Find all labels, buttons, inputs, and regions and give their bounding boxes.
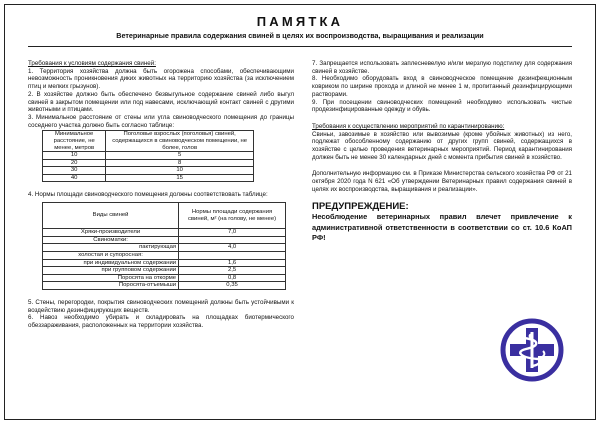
table-row: [43, 152, 254, 160]
table-cell: Поросята-отъемыши: [43, 282, 179, 290]
table-cell: холостая и супоросная:: [43, 251, 179, 259]
table-row: [43, 236, 286, 244]
table-row: [43, 229, 286, 237]
veterinary-emblem-icon: [500, 318, 564, 382]
area-table-header-norm-line2a: свиней,: [187, 215, 209, 222]
left-column: [28, 60, 294, 330]
page-subtitle: Ветеринарные правила содержания свиней в целях их воспроизводства, выращивания и реализации: [116, 31, 484, 40]
area-table-header-unit: м²: [210, 215, 217, 222]
table-cell: 15: [106, 174, 254, 182]
table-row: [43, 267, 286, 275]
table-cell: 8: [106, 159, 254, 167]
table-cell: 5: [106, 152, 254, 160]
table-cell: 0,35: [179, 282, 286, 290]
header-divider: [28, 46, 572, 47]
warning-title: ПРЕДУПРЕЖДЕНИЕ:: [312, 200, 409, 212]
table-cell: [179, 236, 286, 244]
table-cell: Хряки-производители: [43, 229, 179, 237]
table-row: [43, 282, 286, 290]
rule-1: 1. Территория хозяйства должна быть огорожена способами, обеспечивающими невозможность проникновения диких животных на территорию хозяйства (за исключением птиц и мелких грызунов).: [28, 67, 294, 91]
distance-table: [42, 130, 254, 182]
rule-9: 9. При посещении свиноводческих помещений необходимо использовать чистые продезинфицированные одежду и обувь.: [312, 98, 572, 114]
table-cell: 40: [43, 174, 106, 182]
additional-info: Дополнительную информацию см. в Приказе Министерства сельского хозяйства РФ от 21 октября 2020 года N 621 «Об утверждении Ветеринарных правил содержания свиней в целях их воспроизводства, выращивания и реализации».: [312, 170, 572, 193]
table-cell: Поросята на откорме: [43, 274, 179, 282]
table-row: [43, 251, 286, 259]
distance-table-header-herd: Поголовье взрослых (поголовья) свиней, содержащихся в свиноводческом помещении, не более, голов: [106, 131, 254, 152]
table-row: [43, 259, 286, 267]
table-cell: 10: [106, 167, 254, 175]
table-row: [43, 159, 254, 167]
table-cell: 4,0: [179, 244, 286, 252]
table-cell: при индивидуальном содержании: [43, 259, 179, 267]
table-cell: [179, 251, 286, 259]
table-row: [43, 244, 286, 252]
distance-table-header-distance: Минимальное расстояние, не менее, метров: [43, 131, 106, 152]
table-cell: Свиноматки:: [43, 236, 179, 244]
rule-6: 6. Навоз необходимо убирать и складировать на площадках биотермического обеззараживания, расположенных на территории хозяйства.: [28, 314, 294, 330]
table-cell: 0,8: [179, 274, 286, 282]
table-row: [43, 274, 286, 282]
right-column: [312, 60, 572, 244]
quarantine-heading: Требования к осуществлению мероприятий по карантинированию:: [312, 122, 505, 130]
area-table-header-norm: [179, 203, 286, 229]
table-cell: пактирующая: [43, 244, 179, 252]
rule-4: 4. Нормы площади свиноводческого помещения должны соответствовать таблице:: [28, 191, 268, 199]
table-row: [43, 167, 254, 175]
table-cell: 30: [43, 167, 106, 175]
table-cell: 10: [43, 152, 106, 160]
warning-text: Несоблюдение ветеринарных правил влечет привлечение к административной ответственности в соответствии со ст. 10.6 КоАП РФ!: [312, 212, 572, 243]
rule-2: 2. В хозяйстве должно быть обеспечено безвыгульное содержание свиней либо выгул свиней в закрытом помещении или под навесами, исключающий контакт свиней с другими животными и птицами.: [28, 90, 294, 114]
quarantine-text: Свиньи, завозимые в хозяйство или вывозимые (кроме убойных животных) из него, подлежат обособленному содержанию от других групп свиней, содержащихся в хозяйстве с целью проведения ветеринарных мероприятий. Период карантинирования должен быть не менее 30 календарных дней с момента прибытия свиней в хозяйство.: [312, 130, 572, 161]
rule-8: 8. Необходимо оборудовать вход в свиноводческое помещение дезинфекционным ковриком по ширине прохода и длиной не менее 1 м, пропитанный дезинфицирующими растворами.: [312, 75, 572, 98]
area-table-header-type: Виды свиней: [43, 203, 179, 229]
table-cell: при групповом содержании: [43, 267, 179, 275]
area-table-header-norm-line1: Нормы площади содержания: [191, 209, 273, 216]
table-cell: 7,0: [179, 229, 286, 237]
table-cell: 1,6: [179, 259, 286, 267]
area-table-header-norm-line2b: (на голову, не менее): [218, 215, 277, 222]
area-norms-table: [42, 202, 286, 290]
rule-7: 7. Запрещается использовать заплесневелую и/или мерзлую подстилку для содержания свиней в хозяйстве.: [312, 60, 572, 75]
rule-5: 5. Стены, перегородки, покрытия свиноводческих помещений должны быть устойчивыми к воздействию дезинфицирующих веществ.: [28, 298, 294, 314]
rule-3: 3. Минимальное расстояние от стены или угла свиноводческого помещения до границы соседнего участка должно быть согласно таблице:: [28, 113, 294, 129]
requirements-heading: Требования к условиям содержания свиней:: [28, 60, 156, 67]
table-row: [43, 174, 254, 182]
table-cell: 20: [43, 159, 106, 167]
page-title: ПАМЯТКА: [256, 14, 344, 29]
table-cell: 2,5: [179, 267, 286, 275]
